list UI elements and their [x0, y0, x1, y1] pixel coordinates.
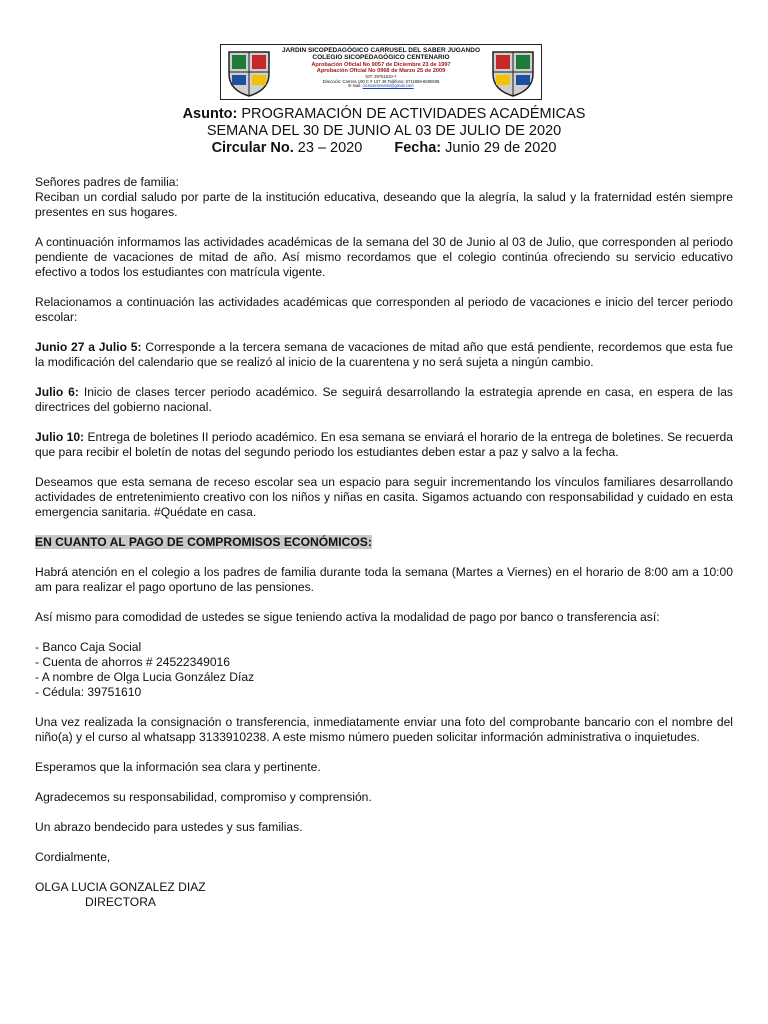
email-link[interactable]: cicsicentenario@gmail.com	[362, 83, 414, 89]
circular-label: Circular No.	[211, 140, 294, 156]
paragraph-blessing: Un abrazo bendecido para ustedes y sus familias.	[35, 820, 303, 834]
paragraph-clarity: Esperamos que la información sea clara y pertinente.	[35, 760, 321, 774]
letterhead-address: Dirección: Carrera 100 C # 137 46 Teléfono: 6711859-6580508	[322, 78, 440, 84]
item-july6	[35, 385, 733, 415]
letter-body	[35, 175, 733, 910]
item-label: Julio 10:	[35, 430, 85, 444]
letterhead-institution-1: JARDIN SICOPEDAGÓGICO CARRUSEL DEL SABER JUGANDO	[281, 47, 481, 54]
closing: Cordialmente,	[35, 850, 111, 864]
school-crest-right-icon	[489, 48, 537, 98]
item-label: Julio 6:	[35, 385, 79, 399]
subject-line	[0, 106, 768, 123]
letterhead-email-line	[277, 84, 485, 89]
letterhead-nit: NIT. 39751610-7	[365, 73, 397, 79]
letterhead	[220, 44, 542, 100]
item-text: Entrega de boletines II periodo académico. En esa semana se enviará el horario de la entrega de boletines. Se recuerda que para recibir el boletín de notas del segundo periodo los estudiantes deben estar a paz y salvo a la fecha.	[35, 430, 733, 459]
item-text: Inicio de clases tercer periodo académico. Se seguirá desarrollando la estrategia aprende en casa, en espera de las directrices del gobierno nacional.	[35, 385, 733, 414]
school-crest-left-icon	[225, 48, 273, 98]
section-title-highlight: EN CUANTO AL PAGO DE COMPROMISOS ECONÓMICOS:	[35, 535, 372, 549]
date-value: Junio 29 de 2020	[441, 140, 557, 156]
bank-detail-line: - A nombre de Olga Lucia González Díaz	[35, 670, 255, 684]
letterhead-approval-1: Aprobación Oficial No 9057 de Diciembre 23 de 1997	[311, 61, 451, 68]
signer-title: DIRECTORA	[85, 895, 157, 909]
bank-detail-line: - Cuenta de ahorros # 24522349016	[35, 655, 230, 669]
subject-label: Asunto:	[182, 106, 238, 122]
paragraph-recess: Deseamos que esta semana de receso escolar sea un espacio para seguir incrementando los vínculos familiares desarrollando actividades de entretenimiento creativo con los niños y niñas en casita. Sigamos actuando con responsabilidad y cuidado en esta emergencia sanitaria. #Quédate en casa.	[35, 475, 733, 519]
letterhead-approval-2: Aprobación Oficial No 0968 de Marzo 25 de 2009	[316, 68, 446, 75]
paragraph-attention-hours: Habrá atención en el colegio a los padres de familia durante toda la semana (Martes a Viernes) en el horario de 8:00 am a 10:00 am para realizar el pago oportuno de las pensiones.	[35, 565, 733, 594]
signer-name: OLGA LUCIA GONZALEZ DIAZ	[35, 880, 206, 894]
week-line: SEMANA DEL 30 DE JUNIO AL 03 DE JULIO DE 2020	[206, 123, 562, 139]
paragraph-welcome: Reciban un cordial saludo por parte de la institución educativa, deseando que la alegría, la salud y la fraternidad estén siempre presentes en sus hogares.	[35, 190, 733, 219]
item-june27-july5	[35, 340, 733, 370]
circular-line	[0, 140, 768, 157]
item-july10	[35, 430, 733, 460]
item-text: Corresponde a la tercera semana de vacaciones de mitad año que está pendiente, recordemos que esta fue la modificación del calendario que se realizó al inicio de la cuarentena y no será sujeta a ningún cambio.	[35, 340, 733, 369]
item-label: Junio 27 a Julio 5:	[35, 340, 142, 354]
bank-detail-line: - Banco Caja Social	[35, 640, 142, 654]
date-label: Fecha:	[394, 140, 442, 156]
email-label: E-mail:	[348, 83, 362, 89]
letterhead-text	[277, 47, 485, 89]
bank-details	[35, 640, 733, 700]
greeting: Señores padres de familia:	[35, 175, 179, 189]
paragraph-payment-mode: Así mismo para comodidad de ustedes se sigue teniendo activa la modalidad de pago por banco o transferencia así:	[35, 610, 660, 624]
paragraph-activities-intro: A continuación informamos las actividades académicas de la semana del 30 de Junio al 03 de Julio, que corresponden al periodo pendiente de vacaciones de mitad de año. Así mismo recordamos que el colegio continúa ofreciendo su servicio educativo efectivo a todos los estudiantes con matrícula vigente.	[35, 235, 733, 279]
section-payments-title	[35, 535, 733, 550]
paragraph-thanks: Agradecemos su responsabilidad, compromiso y comprensión.	[35, 790, 372, 804]
subject-value: PROGRAMACIÓN DE ACTIVIDADES ACADÉMICAS	[237, 106, 586, 122]
letterhead-institution-2: COLEGIO SICOPEDAGÓGICO CENTENARIO	[312, 54, 450, 62]
paragraph-receipt-instructions: Una vez realizada la consignación o transferencia, inmediatamente enviar una foto del comprobante bancario con el nombre del niño(a) y el curso al whatsapp 3133910238. A este mismo número pueden solicitar información administrativa o inquietudes.	[35, 715, 733, 744]
circular-value: 23 – 2020	[293, 140, 363, 156]
paragraph-activities-list-intro: Relacionamos a continuación las actividades académicas que corresponden al periodo de vacaciones e inicio del tercer periodo escolar:	[35, 295, 733, 324]
bank-detail-line: - Cédula: 39751610	[35, 685, 142, 699]
